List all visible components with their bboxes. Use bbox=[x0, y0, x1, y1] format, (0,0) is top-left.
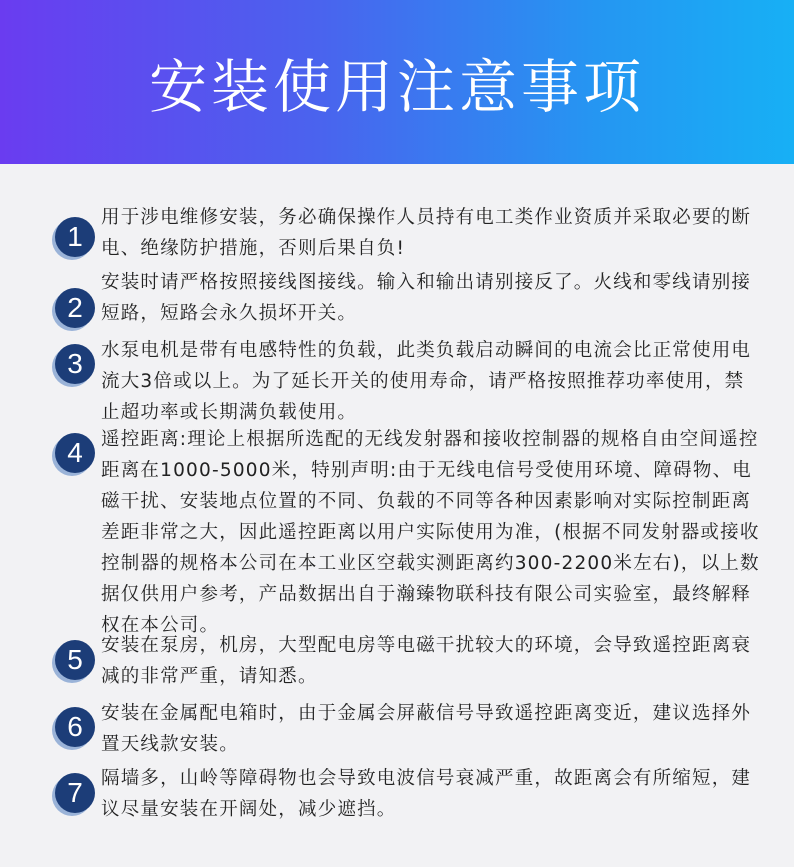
header-banner bbox=[0, 0, 794, 164]
notice-text-7: 隔墙多，山岭等障碍物也会导致电波信号衰减严重，故距离会有所缩短，建议尽量安装在开阔处，减少遮挡。 bbox=[101, 768, 752, 820]
notice-text-1: 用于涉电维修安装，务必确保操作人员持有电工类作业资质并采取必要的断电、绝缘防护措施，否则后果自负! bbox=[101, 207, 752, 259]
notice-text-4: 遥控距离:理论上根据所选配的无线发射器和接收控制器的规格自由空间遥控距离在1000-5000米，特别声明:由于无线电信号受使用环境、障碍物、电磁干扰、安装地点位置的不同、负载的不同等各种因素影响对实际控制距离差距非常之大，因此遥控距离以用户实际使用为准，(根据不同发射器或接收控制器的规格本公司在本工业区空载实测距离约300-2200米左右)，以上数据仅供用户参考，产品数据出自于瀚臻物联科技有限公司实验室，最终解释权在本公司。 bbox=[101, 429, 760, 636]
number-badge-2: 2 bbox=[55, 288, 95, 328]
page-title: 安装使用注意事项 bbox=[148, 53, 645, 121]
number-badge-3: 3 bbox=[55, 344, 95, 384]
number-badge-1: 1 bbox=[55, 217, 95, 257]
notice-text-3: 水泵电机是带有电感特性的负载，此类负载启动瞬间的电流会比正常使用电流大3倍或以上。为了延长开关的使用寿命，请严格按照推荐功率使用，禁止超功率或长期满负载使用。 bbox=[101, 340, 752, 423]
number-badge-4: 4 bbox=[55, 433, 95, 473]
notice-text-6: 安装在金属配电箱时，由于金属会屏蔽信号导致遥控距离变近，建议选择外置天线款安装。 bbox=[101, 703, 752, 755]
number-badge-6: 6 bbox=[55, 707, 95, 747]
notice-text-2: 安装时请严格按照接线图接线。输入和输出请别接反了。火线和零线请别接短路，短路会永久损坏开关。 bbox=[101, 272, 752, 324]
number-badge-7: 7 bbox=[55, 773, 95, 813]
notice-text-5: 安装在泵房，机房，大型配电房等电磁干扰较大的环境，会导致遥控距离衰减的非常严重，请知悉。 bbox=[101, 635, 752, 687]
number-badge-5: 5 bbox=[55, 640, 95, 680]
